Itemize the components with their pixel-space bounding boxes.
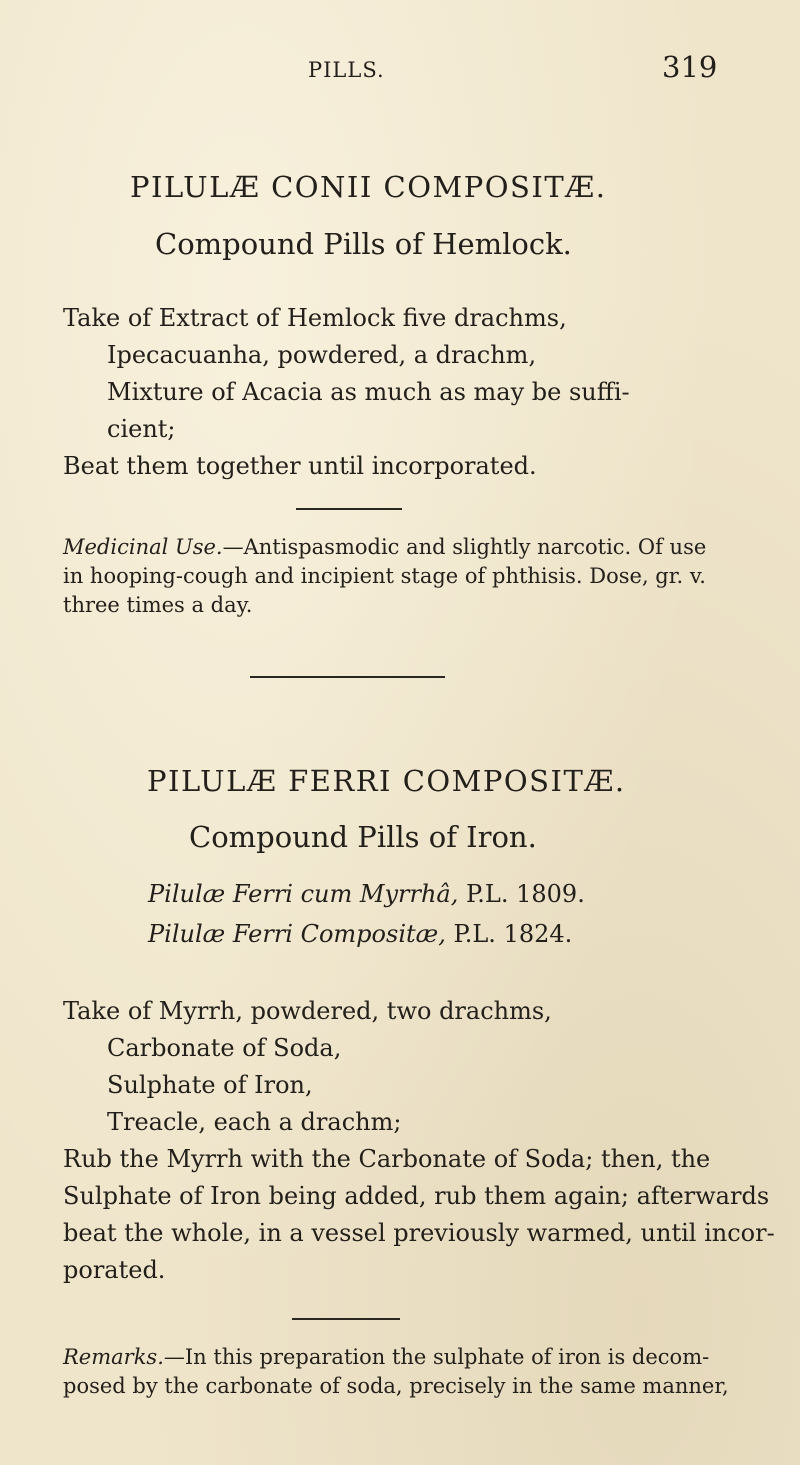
note-label: Medicinal Use. [63,535,223,559]
synonym-line [148,880,585,908]
recipe-line: Ipecacuanha, powdered, a drachm, [107,341,537,369]
recipe-line: Sulphate of Iron, [107,1071,313,1099]
note-line: posed by the carbonate of soda, precisely in the same manner, [63,1374,729,1398]
page-number: 319 [662,50,718,84]
section-title-iron: PILULÆ FERRI COMPOSITÆ. [147,764,626,798]
recipe-line: porated. [63,1256,166,1284]
section-divider-short [296,508,402,510]
section-subtitle-hemlock: Compound Pills of Hemlock. [155,227,572,261]
note-text: —In this preparation the sulphate of iron is decom- [163,1345,710,1369]
synonym-name: Pilulæ Ferri cum Myrrhâ, [148,880,459,908]
medicinal-use-note [63,533,706,562]
recipe-line: Rub the Myrrh with the Carbonate of Soda; then, the [63,1145,711,1173]
note-text: —Antispasmodic and slightly narcotic. Of use [222,535,707,559]
section-divider-short [292,1318,400,1320]
remarks-note [63,1343,709,1372]
synonym-ref: P.L. 1824. [445,920,573,948]
recipe-line: cient; [107,415,176,443]
section-divider-long [250,676,445,678]
note-line: in hooping-cough and incipient stage of phthisis. Dose, gr. v. [63,564,706,588]
recipe-line: Take of Extract of Hemlock five drachms, [63,304,567,332]
recipe-line: Take of Myrrh, powdered, two drachms, [63,997,552,1025]
note-line: three times a day. [63,593,253,617]
synonym-line [148,920,572,948]
recipe-line: Beat them together until incorporated. [63,452,537,480]
note-label: Remarks. [63,1345,164,1369]
recipe-line: beat the whole, in a vessel previously warmed, until incor- [63,1219,775,1247]
running-head: PILLS. [308,58,385,82]
recipe-line: Sulphate of Iron being added, rub them again; afterwards [63,1182,770,1210]
synonym-name: Pilulæ Ferri Compositæ, [148,920,446,948]
recipe-line: Treacle, each a drachm; [107,1108,402,1136]
section-title-hemlock: PILULÆ CONII COMPOSITÆ. [130,170,607,204]
recipe-line: Mixture of Acacia as much as may be suffi- [107,378,630,406]
section-subtitle-iron: Compound Pills of Iron. [189,820,537,854]
synonym-ref: P.L. 1809. [458,880,585,908]
recipe-line: Carbonate of Soda, [107,1034,342,1062]
